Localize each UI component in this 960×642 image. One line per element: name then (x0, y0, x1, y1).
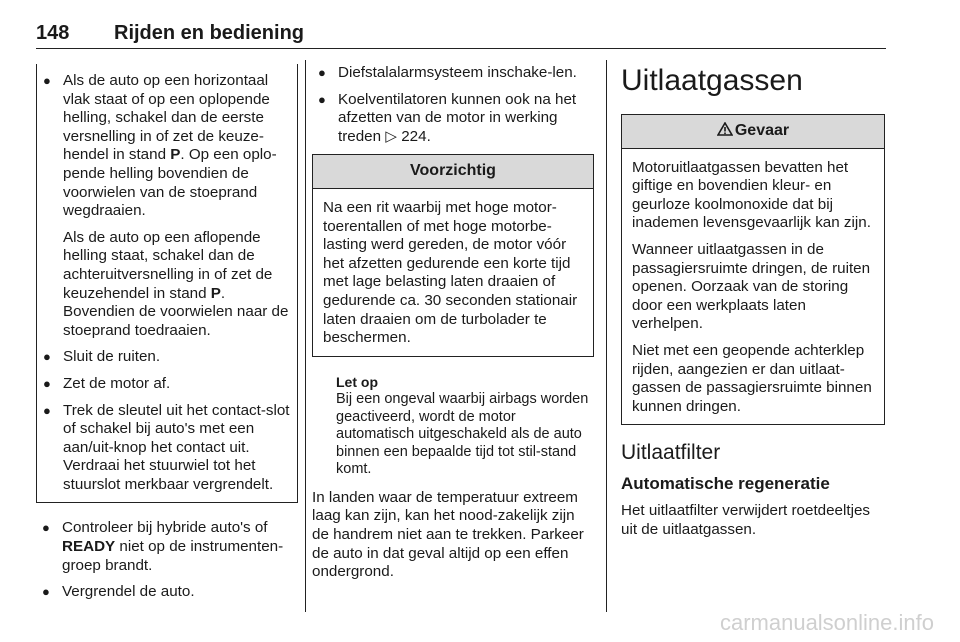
bullet-icon: ● (43, 402, 51, 418)
caution-title: Voorzichtig (313, 155, 593, 189)
subsection-heading: Uitlaatfilter (621, 441, 721, 465)
page-reference-icon: ▷ (385, 127, 397, 145)
bullet-icon: ● (42, 520, 50, 536)
page-number: 148 (36, 22, 70, 44)
page-header (36, 22, 886, 49)
list-item: ● Diefstalalarmsysteem inschake-len. (318, 64, 577, 81)
paragraph: Het uitlaatfilter verwijdert roetdeeltjes uit de uitlaatgassen. (621, 501, 871, 538)
note-title: Let op (336, 373, 378, 390)
parking-steps-box (36, 64, 298, 503)
bullet-icon: ● (42, 584, 50, 600)
caution-box (312, 154, 594, 356)
subsubsection-heading: Automatische regeneratie (621, 474, 830, 494)
list-item: ● Controleer bij hybride auto's of READY niet op de instrumenten-groep brandt. (42, 519, 284, 574)
list-item: ● Als de auto op een horizontaal vlak staat of op een oplopende helling, schakel dan de eerste versnelling in of zet de keuze-hendel in stand P. Op een oplo-pende helling bovendien de voorwielen van de stoeprand wegdraaien. (43, 72, 277, 220)
watermark: carmanualsonline.info (719, 610, 934, 635)
section-title: Rijden en bediening (114, 22, 305, 44)
note-block (312, 373, 594, 479)
caution-body: Na een rit waarbij met hoge motor-toerentallen of met hoge motorbe-lasting werd gereden, de motor vóór het afzetten gedurende een korte tijd met lage belasting laten draaien of gedurende ca. 30 seconden stationair laten draaien om de turbolader te beschermen. (323, 198, 578, 347)
list-item: ● Trek de sleutel uit het contact-slot of schakel bij auto's met een aan/uit-knop het contact uit. Verdraai het stuurwiel tot het stuurslot merkbaar vergrendelt. (43, 401, 290, 493)
danger-title: Gevaar (734, 122, 790, 139)
list-item-continuation: Als de auto op een aflopende helling staat, schakel dan de achteruitversnelling in of zet de keuzehendel in stand P. Bovendien de voorwielen naar de stoeprand toedraaien. (63, 228, 289, 339)
list-item: ● Sluit de ruiten. (43, 348, 161, 366)
bullet-icon: ● (43, 73, 51, 88)
bullet-icon: ● (43, 375, 51, 391)
bullet-icon: ● (318, 91, 326, 107)
page-reference[interactable]: 224. (401, 127, 431, 145)
list-item: ● Koelventilatoren kunnen ook na het afzetten van de motor in werking treden ▷ 224. (318, 90, 577, 145)
list-item: ● Zet de motor af. (43, 374, 171, 392)
list-item: ● Vergrendel de auto. (42, 583, 195, 601)
section-heading: Uitlaatgassen (621, 64, 803, 97)
paragraph: In landen waar de temperatuur extreem laag kan zijn, kan het nood-zakelijk zijn de handrem niet aan te trekken. Parkeer de auto in dat geval altijd op een effen ondergrond. (312, 488, 584, 581)
column-divider (606, 60, 607, 612)
column-2 (312, 64, 594, 590)
column-3 (621, 64, 885, 547)
column-1 (36, 64, 298, 610)
danger-title-bar (622, 115, 884, 149)
warning-triangle-icon (717, 122, 733, 136)
danger-box (621, 114, 885, 425)
bullet-icon: ● (318, 65, 326, 80)
note-body: Bij een ongeval waarbij airbags worden geactiveerd, wordt de motor automatisch uitgeschakeld als de auto binnen een bepaalde tijd tot stil-stand komt. (336, 391, 589, 478)
column-divider (305, 60, 306, 612)
bullet-icon: ● (43, 349, 51, 365)
danger-body: Motoruitlaatgassen bevatten het giftige en bovendien kleur- en geurloze koolmonoxide dat bij inademen levensgevaarlijk kan zijn. Wanneer uitlaatgassen in de passagiersruimte dringen, de ruiten openen. Oorzaak van de storing door een werkplaats laten verhelpen. Niet met een geopende achterklep rijden, aangezien er dan uitlaat-gassen de passagiersruimte binnen kunnen dringen. (632, 158, 872, 415)
